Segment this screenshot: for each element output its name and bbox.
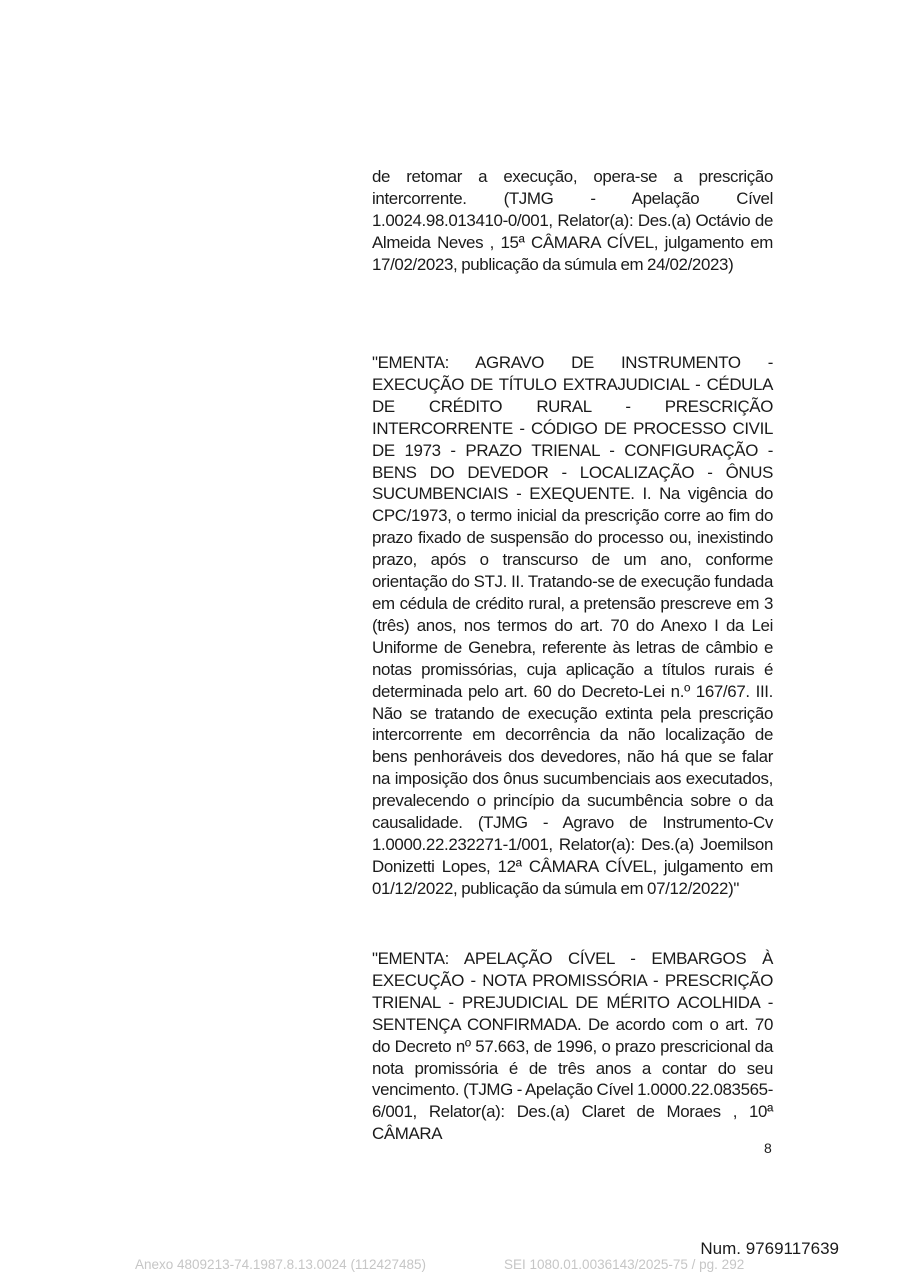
footer-sei-stamp: SEI 1080.01.0036143/2025-75 / pg. 292 [504,1257,745,1272]
page-number: 8 [764,1140,772,1156]
case-citation-block: de retomar a execução, opera-se a prescrição intercorrente. (TJMG - Apelação Cível 1.0024.98.013410-0/001, Relator(a): Des.(a) Octávio de Almeida Neves , 15ª CÂMARA CÍVEL, julgamento em 17/02/2023, publicação da súmula em 24/02/2023) [372,167,773,274]
case-citation-block: "EMENTA: APELAÇÃO CÍVEL - EMBARGOS À EXECUÇÃO - NOTA PROMISSÓRIA - PRESCRIÇÃO TRIENAL - PREJUDICIAL DE MÉRITO ACOLHIDA - SENTENÇA CONFIRMADA. De acordo com o art. 70 do Decreto nº 57.663, de 1996, o prazo prescricional da nota promissória é de três anos a contar do seu vencimento. (TJMG - Apelação Cível 1.0000.22.083565-6/001, Relator(a): Des.(a) Claret de Moraes , 10ª CÂMARA [372,949,773,1144]
footer-annex-stamp: Anexo 4809213-74.1987.8.13.0024 (112427485) [135,1257,427,1272]
case-citation-block: "EMENTA: AGRAVO DE INSTRUMENTO - EXECUÇÃO DE TÍTULO EXTRAJUDICIAL - CÉDULA DE CRÉDITO RURAL - PRESCRIÇÃO INTERCORRENTE - CÓDIGO DE PROCESSO CIVIL DE 1973 - PRAZO TRIENAL - CONFIGURAÇÃO - BENS DO DEVEDOR - LOCALIZAÇÃO - ÔNUS SUCUMBENCIAIS - EXEQUENTE. I. Na vigência do CPC/1973, o termo inicial da prescrição corre ao fim do prazo fixado de suspensão do processo ou, inexistindo prazo, após o transcurso de um ano, conforme orientação do STJ. II. Tratando-se de execução fundada em cédula de crédito rural, a pretensão prescreve em 3 (três) anos, nos termos do art. 70 do Anexo I da Lei Uniforme de Genebra, referente às letras de câmbio e notas promissórias, cuja aplicação a títulos rurais é determinada pelo art. 60 do Decreto-Lei n.º 167/67. III. Não se tratando de execução extinta pela prescrição intercorrente em decorrência da não localização de bens penhoráveis dos devedores, não há que se falar na imposição dos ônus sucumbenciais aos executados, prevalecendo o princípio da sucumbência sobre o da causalidade. (TJMG - Agravo de Instrumento-Cv 1.0000.22.232271-1/001, Relator(a): Des.(a) Joemilson Donizetti Lopes, 12ª CÂMARA CÍVEL, julgamento em 01/12/2022, publicação da súmula em 07/12/2022)" [372,353,773,898]
document-number: Num. 9769117639 [700,1239,839,1258]
